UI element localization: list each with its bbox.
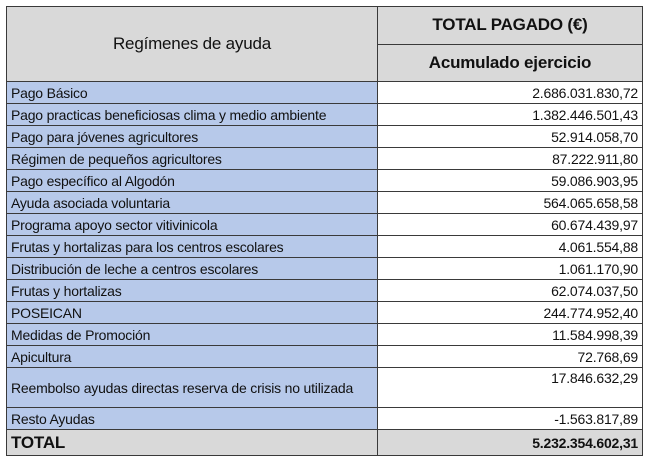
table-row (7, 280, 643, 302)
table-row (7, 346, 643, 368)
row-value: 62.074.037,50 (378, 280, 643, 302)
row-label: Apicultura (7, 346, 378, 368)
row-label: Régimen de pequeños agricultores (7, 148, 378, 170)
row-label: Ayuda asociada voluntaria (7, 192, 378, 214)
table-row (7, 302, 643, 324)
table-row (7, 368, 643, 408)
table-row (7, 126, 643, 148)
total-value: 5.232.354.602,31 (378, 430, 643, 456)
row-label: Reembolso ayudas directas reserva de crisis no utilizada (7, 368, 378, 408)
row-value: 244.774.952,40 (378, 302, 643, 324)
row-value: -1.563.817,89 (378, 408, 643, 430)
row-label: Pago para jóvenes agricultores (7, 126, 378, 148)
table-row (7, 148, 643, 170)
row-label: Frutas y hortalizas (7, 280, 378, 302)
header-total-paid: TOTAL PAGADO (€) (378, 7, 643, 45)
row-value: 59.086.903,95 (378, 170, 643, 192)
table-row (7, 408, 643, 430)
table-row (7, 82, 643, 104)
aid-payments-table (6, 6, 643, 456)
table-row (7, 214, 643, 236)
row-label: Pago específico al Algodón (7, 170, 378, 192)
row-value: 11.584.998,39 (378, 324, 643, 346)
table-row (7, 192, 643, 214)
row-label: Resto Ayudas (7, 408, 378, 430)
row-value: 17.846.632,29 (378, 368, 643, 408)
row-value: 564.065.658,58 (378, 192, 643, 214)
row-value: 60.674.439,97 (378, 214, 643, 236)
row-value: 1.382.446.501,43 (378, 104, 643, 126)
row-label: POSEICAN (7, 302, 378, 324)
row-value: 4.061.554,88 (378, 236, 643, 258)
row-value: 87.222.911,80 (378, 148, 643, 170)
table-row (7, 236, 643, 258)
table-row (7, 170, 643, 192)
row-label: Frutas y hortalizas para los centros escolares (7, 236, 378, 258)
table-row (7, 324, 643, 346)
total-row (7, 430, 643, 456)
row-value: 52.914.058,70 (378, 126, 643, 148)
row-label: Pago practicas beneficiosas clima y medio ambiente (7, 104, 378, 126)
table-row (7, 258, 643, 280)
header-accumulated: Acumulado ejercicio (378, 44, 643, 82)
total-label: TOTAL (7, 430, 378, 456)
table-row (7, 104, 643, 126)
row-value: 72.768,69 (378, 346, 643, 368)
row-label: Programa apoyo sector vitivinicola (7, 214, 378, 236)
header-regimes: Regímenes de ayuda (7, 7, 378, 82)
row-label: Pago Básico (7, 82, 378, 104)
row-label: Distribución de leche a centros escolares (7, 258, 378, 280)
row-value: 2.686.031.830,72 (378, 82, 643, 104)
row-value: 1.061.170,90 (378, 258, 643, 280)
row-label: Medidas de Promoción (7, 324, 378, 346)
